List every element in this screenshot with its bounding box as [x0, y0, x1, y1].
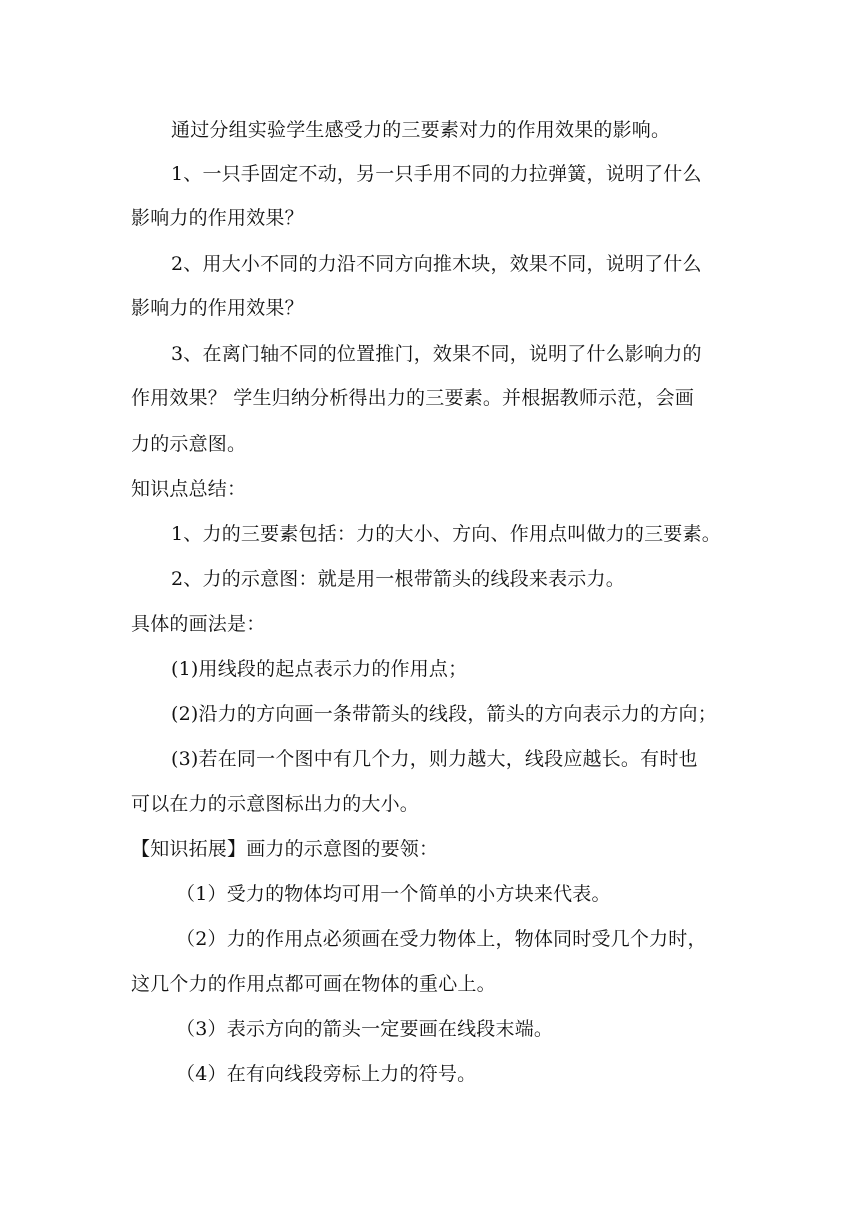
method-step-3-line-1: (3)若在同一个图中有几个力，则力越大，线段应越长。有时也	[171, 748, 698, 770]
extension-point-4: （4）在有向线段旁标上力的符号。	[176, 1063, 477, 1085]
question-1-line-2: 影响力的作用效果？	[131, 207, 304, 229]
method-step-3-line-2: 可以在力的示意图标出力的大小。	[131, 793, 420, 815]
method-step-2: (2)沿力的方向画一条带箭头的线段，箭头的方向表示力的方向；	[171, 703, 717, 725]
question-3-line-1: 3、在离门轴不同的位置推门，效果不同，说明了什么影响力的	[171, 343, 702, 365]
extension-point-3: （3）表示方向的箭头一定要画在线段末端。	[176, 1018, 554, 1040]
section-heading-summary: 知识点总结：	[131, 478, 247, 500]
question-1-line-1: 1、一只手固定不动，另一只手用不同的力拉弹簧，说明了什么	[171, 163, 702, 185]
paragraph-intro: 通过分组实验学生感受力的三要素对力的作用效果的影响。	[171, 119, 671, 141]
question-2-line-2: 影响力的作用效果？	[131, 297, 304, 319]
extension-point-2-line-1: （2）力的作用点必须画在受力物体上，物体同时受几个力时，	[176, 928, 707, 950]
question-3-line-3: 力的示意图。	[131, 433, 247, 455]
extension-heading: 【知识拓展】画力的示意图的要领：	[131, 838, 439, 860]
extension-point-1: （1）受力的物体均可用一个简单的小方块来代表。	[176, 883, 611, 905]
question-2-line-1: 2、用大小不同的力沿不同方向推木块，效果不同，说明了什么	[171, 253, 702, 275]
method-step-1: (1)用线段的起点表示力的作用点；	[171, 658, 468, 680]
method-heading: 具体的画法是：	[131, 613, 266, 635]
extension-point-2-line-2: 这几个力的作用点都可画在物体的重心上。	[131, 973, 496, 995]
question-3-line-2: 作用效果？ 学生归纳分析得出力的三要素。并根据教师示范，会画	[131, 387, 695, 409]
summary-point-1: 1、力的三要素包括：力的大小、方向、作用点叫做力的三要素。	[171, 523, 721, 545]
summary-point-2: 2、力的示意图：就是用一根带箭头的线段来表示力。	[171, 568, 625, 590]
